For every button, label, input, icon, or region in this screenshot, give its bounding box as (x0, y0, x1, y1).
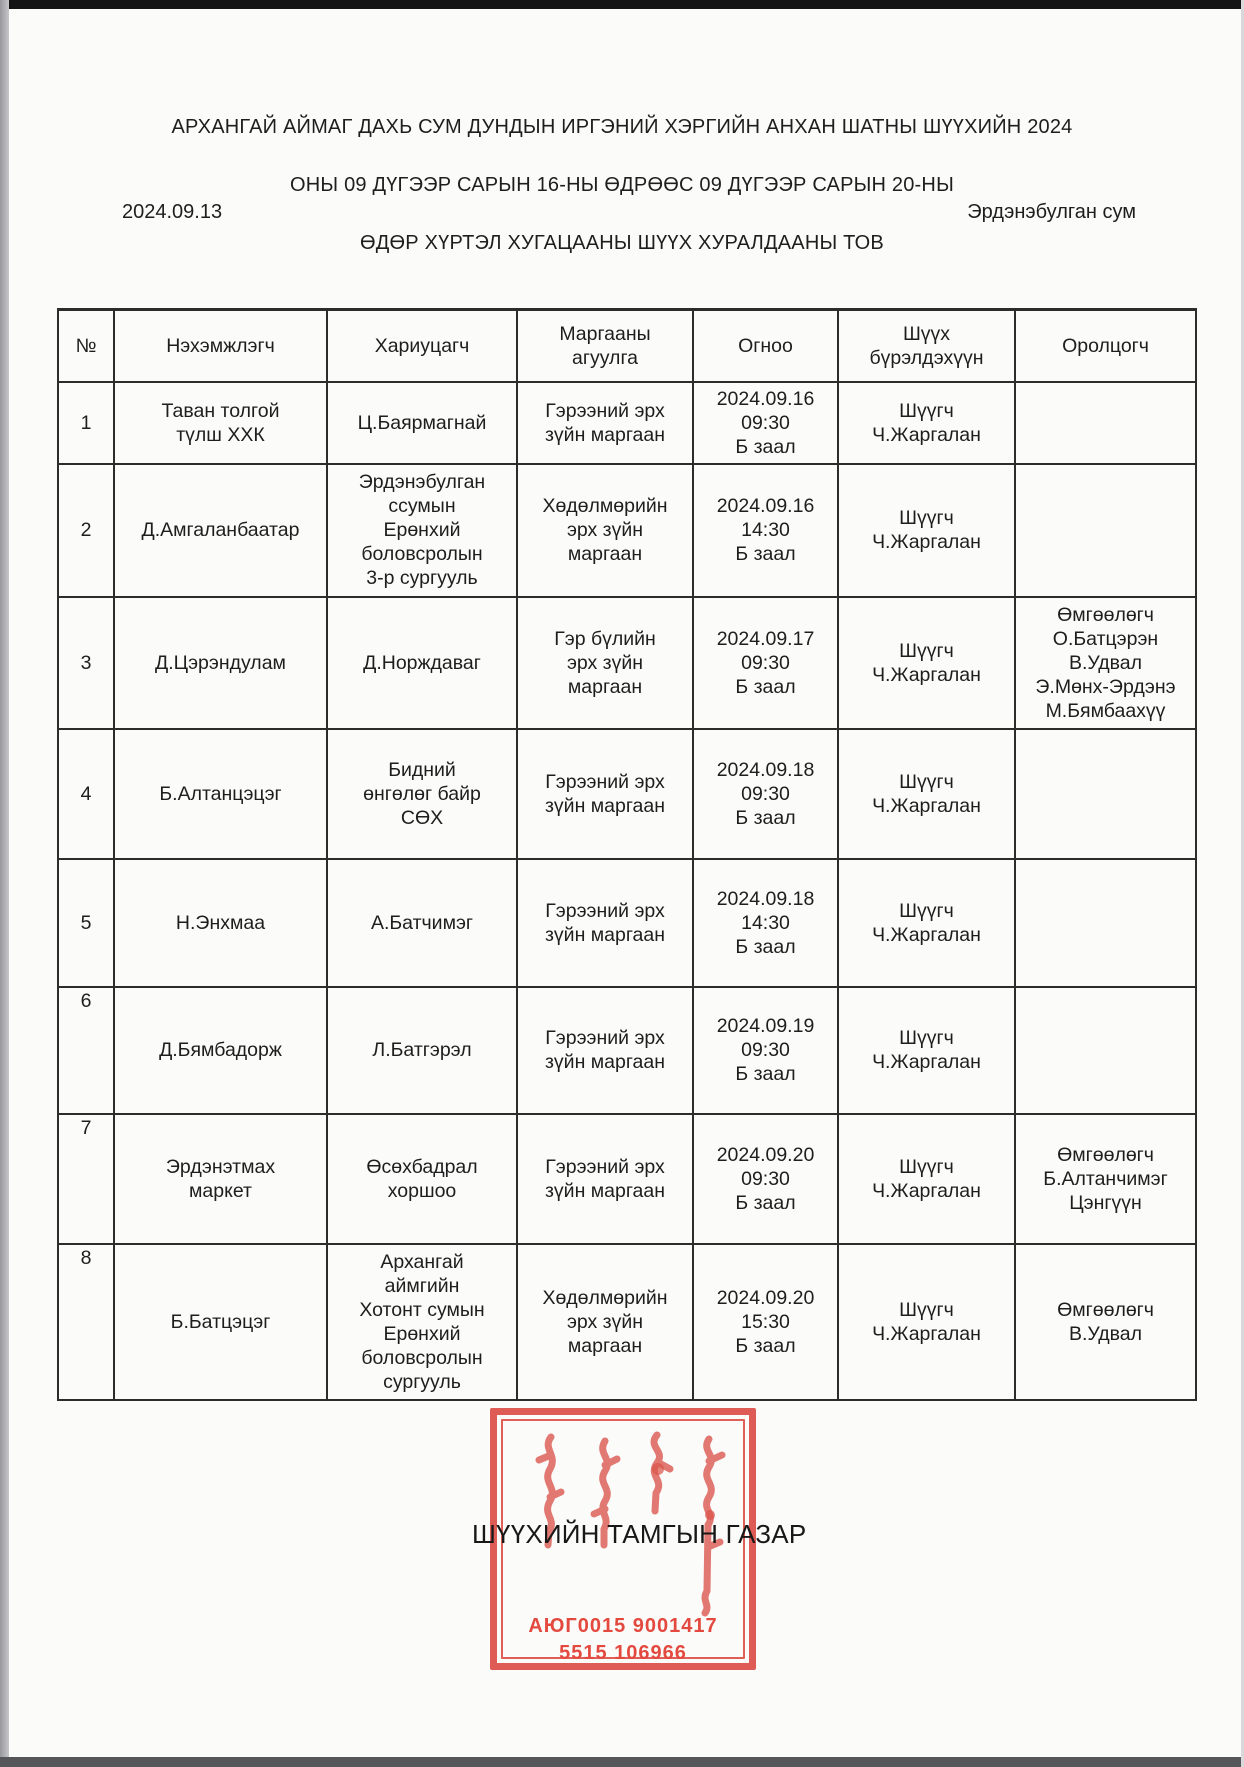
column-header: Маргааны агуулга (517, 310, 693, 382)
cell-no: 6 (58, 987, 114, 1114)
cell-defendant: Өсөхбадрал хоршоо (327, 1114, 517, 1244)
column-header: Нэхэмжлэгч (114, 310, 327, 382)
cell-bench: Шүүгч Ч.Жаргалан (838, 1114, 1015, 1244)
cell-subject: Гэрээний эрх зүйн маргаан (517, 729, 693, 859)
cell-participants: Өмгөөлөгч Б.Алтанчимэг Цэнгүүн (1015, 1114, 1196, 1244)
table-row (58, 1114, 1196, 1244)
cell-datetime: 2024.09.20 15:30 Б заал (693, 1244, 838, 1400)
cell-bench: Шүүгч Ч.Жаргалан (838, 597, 1015, 729)
cell-no: 8 (58, 1244, 114, 1400)
cell-bench: Шүүгч Ч.Жаргалан (838, 859, 1015, 987)
cell-defendant: Л.Батгэрэл (327, 987, 517, 1114)
cell-subject: Хөдөлмөрийн эрх зүйн маргаан (517, 1244, 693, 1400)
title-line-1: АРХАНГАЙ АЙМАГ ДАХЬ СУМ ДУНДЫН ИРГЭНИЙ ХЭРГИЙН АНХАН ШАТНЫ ШҮҮХИЙН 2024 (171, 116, 1073, 138)
cell-no: 5 (58, 859, 114, 987)
cell-defendant: Эрдэнэбулган ссумын Ерөнхий боловсролын 3-р сургууль (327, 464, 517, 597)
cell-bench: Шүүгч Ч.Жаргалан (838, 464, 1015, 597)
column-header: Шүүх бүрэлдэхүүн (838, 310, 1015, 382)
cell-no: 3 (58, 597, 114, 729)
cell-defendant: Архангай аймгийн Хотонт сумын Ерөнхий боловсролын сургууль (327, 1244, 517, 1400)
cell-participants (1015, 987, 1196, 1114)
cell-bench: Шүүгч Ч.Жаргалан (838, 382, 1015, 464)
cell-subject: Гэрээний эрх зүйн маргаан (517, 859, 693, 987)
cell-participants (1015, 382, 1196, 464)
cell-plaintiff: Н.Энхмаа (114, 859, 327, 987)
cell-bench: Шүүгч Ч.Жаргалан (838, 729, 1015, 859)
cell-subject: Гэрээний эрх зүйн маргаан (517, 382, 693, 464)
cell-no: 1 (58, 382, 114, 464)
table-row (58, 382, 1196, 464)
cell-subject: Гэрээний эрх зүйн маргаан (517, 987, 693, 1114)
cell-datetime: 2024.09.20 09:30 Б заал (693, 1114, 838, 1244)
cell-participants: Өмгөөлөгч В.Удвал (1015, 1244, 1196, 1400)
cell-plaintiff: Д.Амгаланбаатар (114, 464, 327, 597)
title-line-3: ӨДӨР ХҮРТЭЛ ХУГАЦААНЫ ШҮҮХ ХУРАЛДААНЫ ТОВ (360, 232, 884, 254)
document-title (55, 84, 1189, 287)
cell-datetime: 2024.09.16 09:30 Б заал (693, 382, 838, 464)
stamp-serial-line-2: 5515 106966 (559, 1642, 687, 1664)
table-row (58, 1244, 1196, 1400)
cell-defendant: Бидний өнгөлөг байр СӨХ (327, 729, 517, 859)
cell-defendant: Д.Норждаваг (327, 597, 517, 729)
cell-participants (1015, 859, 1196, 987)
column-header: Оролцогч (1015, 310, 1196, 382)
cell-datetime: 2024.09.17 09:30 Б заал (693, 597, 838, 729)
cell-no: 7 (58, 1114, 114, 1244)
table-row (58, 859, 1196, 987)
scan-edge-top (0, 0, 1244, 9)
cell-plaintiff: Б.Батцэцэг (114, 1244, 327, 1400)
cell-no: 2 (58, 464, 114, 597)
cell-plaintiff: Эрдэнэтмах маркет (114, 1114, 327, 1244)
stamp-office-label: ШҮҮХИЙН ТАМГЫН ГАЗАР (472, 1519, 807, 1549)
cell-plaintiff: Д.Бямбадорж (114, 987, 327, 1114)
cell-no: 4 (58, 729, 114, 859)
cell-plaintiff: Д.Цэрэндулам (114, 597, 327, 729)
document-date: 2024.09.13 (122, 201, 223, 223)
cell-datetime: 2024.09.19 09:30 Б заал (693, 987, 838, 1114)
column-header: Хариуцагч (327, 310, 517, 382)
cell-participants: Өмгөөлөгч О.Батцэрэн В.Удвал Э.Мөнх-Эрдэнэ М.Бямбаахүү (1015, 597, 1196, 729)
cell-plaintiff: Таван толгой түлш ХХК (114, 382, 327, 464)
table-row (58, 987, 1196, 1114)
document-location: Эрдэнэбулган сум (967, 201, 1136, 223)
cell-plaintiff: Б.Алтанцэцэг (114, 729, 327, 859)
cell-participants (1015, 464, 1196, 597)
column-header: Огноо (693, 310, 838, 382)
cell-subject: Хөдөлмөрийн эрх зүйн маргаан (517, 464, 693, 597)
cell-defendant: А.Батчимэг (327, 859, 517, 987)
scan-edge-bottom (0, 1757, 1244, 1767)
scan-edge-left (0, 0, 9, 1767)
table-row (58, 729, 1196, 859)
cell-datetime: 2024.09.18 14:30 Б заал (693, 859, 838, 987)
table-row (58, 464, 1196, 597)
cell-datetime: 2024.09.16 14:30 Б заал (693, 464, 838, 597)
cell-datetime: 2024.09.18 09:30 Б заал (693, 729, 838, 859)
cell-subject: Гэр бүлийн эрх зүйн маргаан (517, 597, 693, 729)
cell-bench: Шүүгч Ч.Жаргалан (838, 1244, 1015, 1400)
cell-subject: Гэрээний эрх зүйн маргаан (517, 1114, 693, 1244)
title-line-2: ОНЫ 09 ДҮГЭЭР САРЫН 16-НЫ ӨДРӨӨС 09 ДҮГЭЭР САРЫН 20-НЫ (290, 174, 954, 196)
court-schedule-table (57, 308, 1197, 1401)
stamp-serial-line-1: АЮГ0015 9001417 (528, 1615, 718, 1637)
table-header-row (58, 310, 1196, 382)
cell-defendant: Ц.Баярмагнай (327, 382, 517, 464)
column-header: № (58, 310, 114, 382)
cell-participants (1015, 729, 1196, 859)
table-row (58, 597, 1196, 729)
cell-bench: Шүүгч Ч.Жаргалан (838, 987, 1015, 1114)
